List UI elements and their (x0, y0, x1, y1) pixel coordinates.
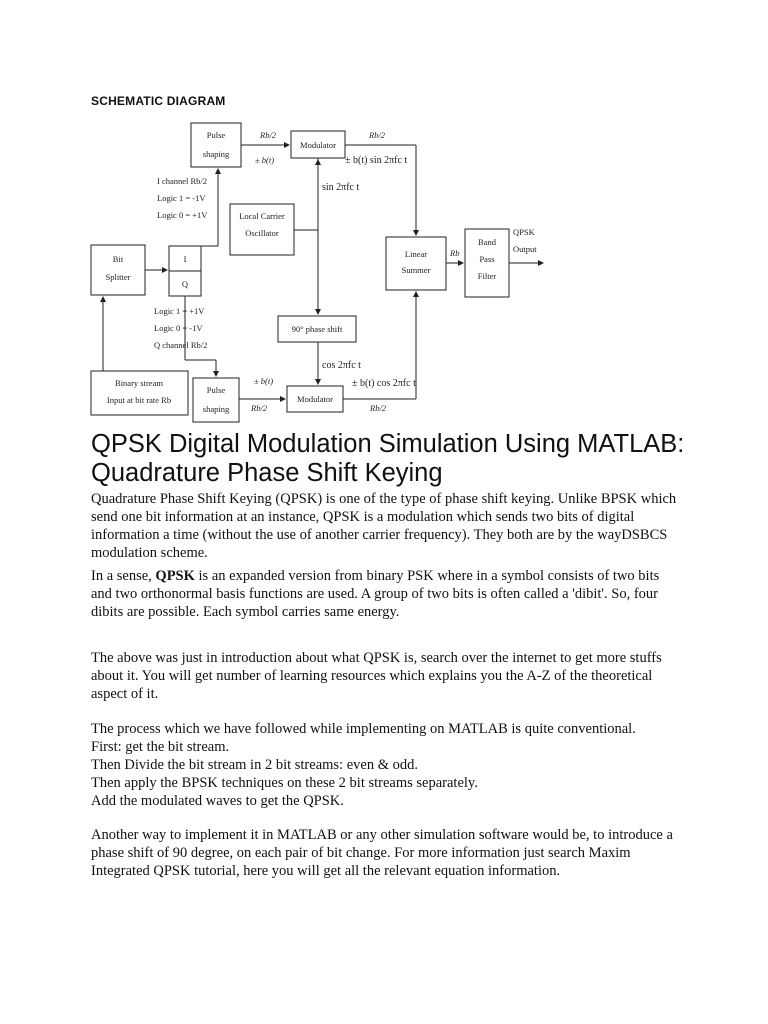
section-label: SCHEMATIC DIAGRAM (91, 94, 226, 108)
paragraph-dibit (91, 567, 681, 621)
linear-summer-label-1: Linear (404, 249, 428, 259)
bit-splitter-label-1: Bit (112, 254, 124, 264)
local-carrier-label-2: Oscillator (245, 228, 279, 238)
rate-top-right: Rb/2 (369, 130, 386, 140)
pulse-shaping-top-label-2: shaping (202, 149, 230, 159)
bit-splitter-label-2: Splitter (105, 272, 131, 282)
binary-stream-label-2: Input at bit rate Rb (106, 395, 172, 405)
output-label-2: Output (513, 244, 537, 254)
bpf-label-1: Band (478, 237, 496, 247)
i-channel-label: I channel Rb/2 (157, 176, 208, 186)
i-logic-0-label: Logic 0 = +1V (157, 210, 208, 220)
rate-bottom-left: Rb/2 (251, 403, 268, 413)
process-line-5: Add the modulated waves to get the QPSK. (91, 793, 344, 809)
q-logic-0-label: Logic 0 = -1V (154, 323, 203, 333)
linear-summer-box (386, 237, 446, 290)
i-logic-1-label: Logic 1 = -1V (157, 193, 206, 203)
bpf-label-2: Pass (479, 254, 495, 264)
sin-carrier-label: sin 2πfc t (322, 182, 360, 193)
pulse-shaping-bottom-label-2: shaping (202, 404, 230, 414)
paragraph-5: Another way to implement it in MATLAB or any other simulation software would be, to introduce a phase shift of 90 degree, on each pair of bit change. For more information just search Maxim Integrated QPSK tutorial, here you will get all the relevant equation information. (91, 827, 673, 879)
paragraph-3: The above was just in introduction about what QPSK is, search over the internet to get more stuffs about it. You will get number of learning resources which explains you the A-Z of the theoretical aspect of it. (91, 650, 662, 702)
rate-summer: Rb (450, 248, 460, 258)
q-channel-label: Q channel Rb/2 (154, 340, 208, 350)
rate-bottom-right: Rb/2 (370, 403, 387, 413)
p2-bold: QPSK (155, 568, 195, 584)
phase-shift-label: 90° phase shift (291, 324, 343, 334)
binary-stream-label-1: Binary stream (115, 378, 163, 388)
bt-bottom-label: ± b(t) (254, 376, 274, 386)
sin-product-label: ± b(t) sin 2πfc t (345, 155, 408, 166)
bpf-label-3: Filter (477, 271, 497, 281)
qpsk-schematic-diagram (0, 0, 768, 430)
q-logic-1-label: Logic 1 = +1V (154, 306, 205, 316)
modulator-top-label: Modulator (300, 140, 336, 150)
pulse-shaping-bottom-label-1: Pulse (206, 385, 226, 395)
process-line-4: Then apply the BPSK techniques on these 2 bit streams separately. (91, 775, 478, 791)
paragraph-resources (91, 649, 681, 703)
paragraph-alternative (91, 826, 681, 880)
local-carrier-label-1: Local Carrier (239, 211, 285, 221)
q-label: Q (181, 279, 189, 289)
cos-carrier-label: cos 2πfc t (322, 360, 361, 371)
i-label: I (183, 254, 187, 264)
process-line-1: The process which we have followed while implementing on MATLAB is quite conventional. (91, 721, 636, 737)
rate-top-left: Rb/2 (260, 130, 277, 140)
bt-top-label: ± b(t) (255, 155, 275, 165)
process-line-3: Then Divide the bit stream in 2 bit streams: even & odd. (91, 757, 418, 773)
paragraph-process (91, 720, 681, 810)
output-label-1: QPSK (513, 227, 535, 237)
p2-after: is an expanded version from binary PSK where in a symbol consists of two bits and two orthonormal basis functions are used. A group of two bits is often called a 'dibit'. So, four dibits are possible. Each symbol carries same energy. (91, 568, 660, 620)
pulse-shaping-top-label-1: Pulse (206, 130, 226, 140)
cos-product-label: ± b(t) cos 2πfc t (352, 378, 416, 389)
linear-summer-label-2: Summer (401, 265, 431, 275)
article-title: QPSK Digital Modulation Simulation Using MATLAB: Quadrature Phase Shift Keying (91, 430, 685, 487)
p2-before: In a sense, (91, 568, 156, 584)
bit-splitter-box (91, 245, 145, 295)
process-line-2: First: get the bit stream. (91, 739, 230, 755)
paragraph-1: Quadrature Phase Shift Keying (QPSK) is one of the type of phase shift keying. Unlike BPSK which send one bit information at an instance, QPSK is a modulation which sends two bits of digital information a time (without the use of another carrier frequency). They both are by the wayDSBCS modulation scheme. (91, 491, 677, 561)
modulator-bottom-label: Modulator (297, 394, 333, 404)
paragraph-intro (91, 490, 681, 562)
paragraph-2 (91, 567, 681, 621)
